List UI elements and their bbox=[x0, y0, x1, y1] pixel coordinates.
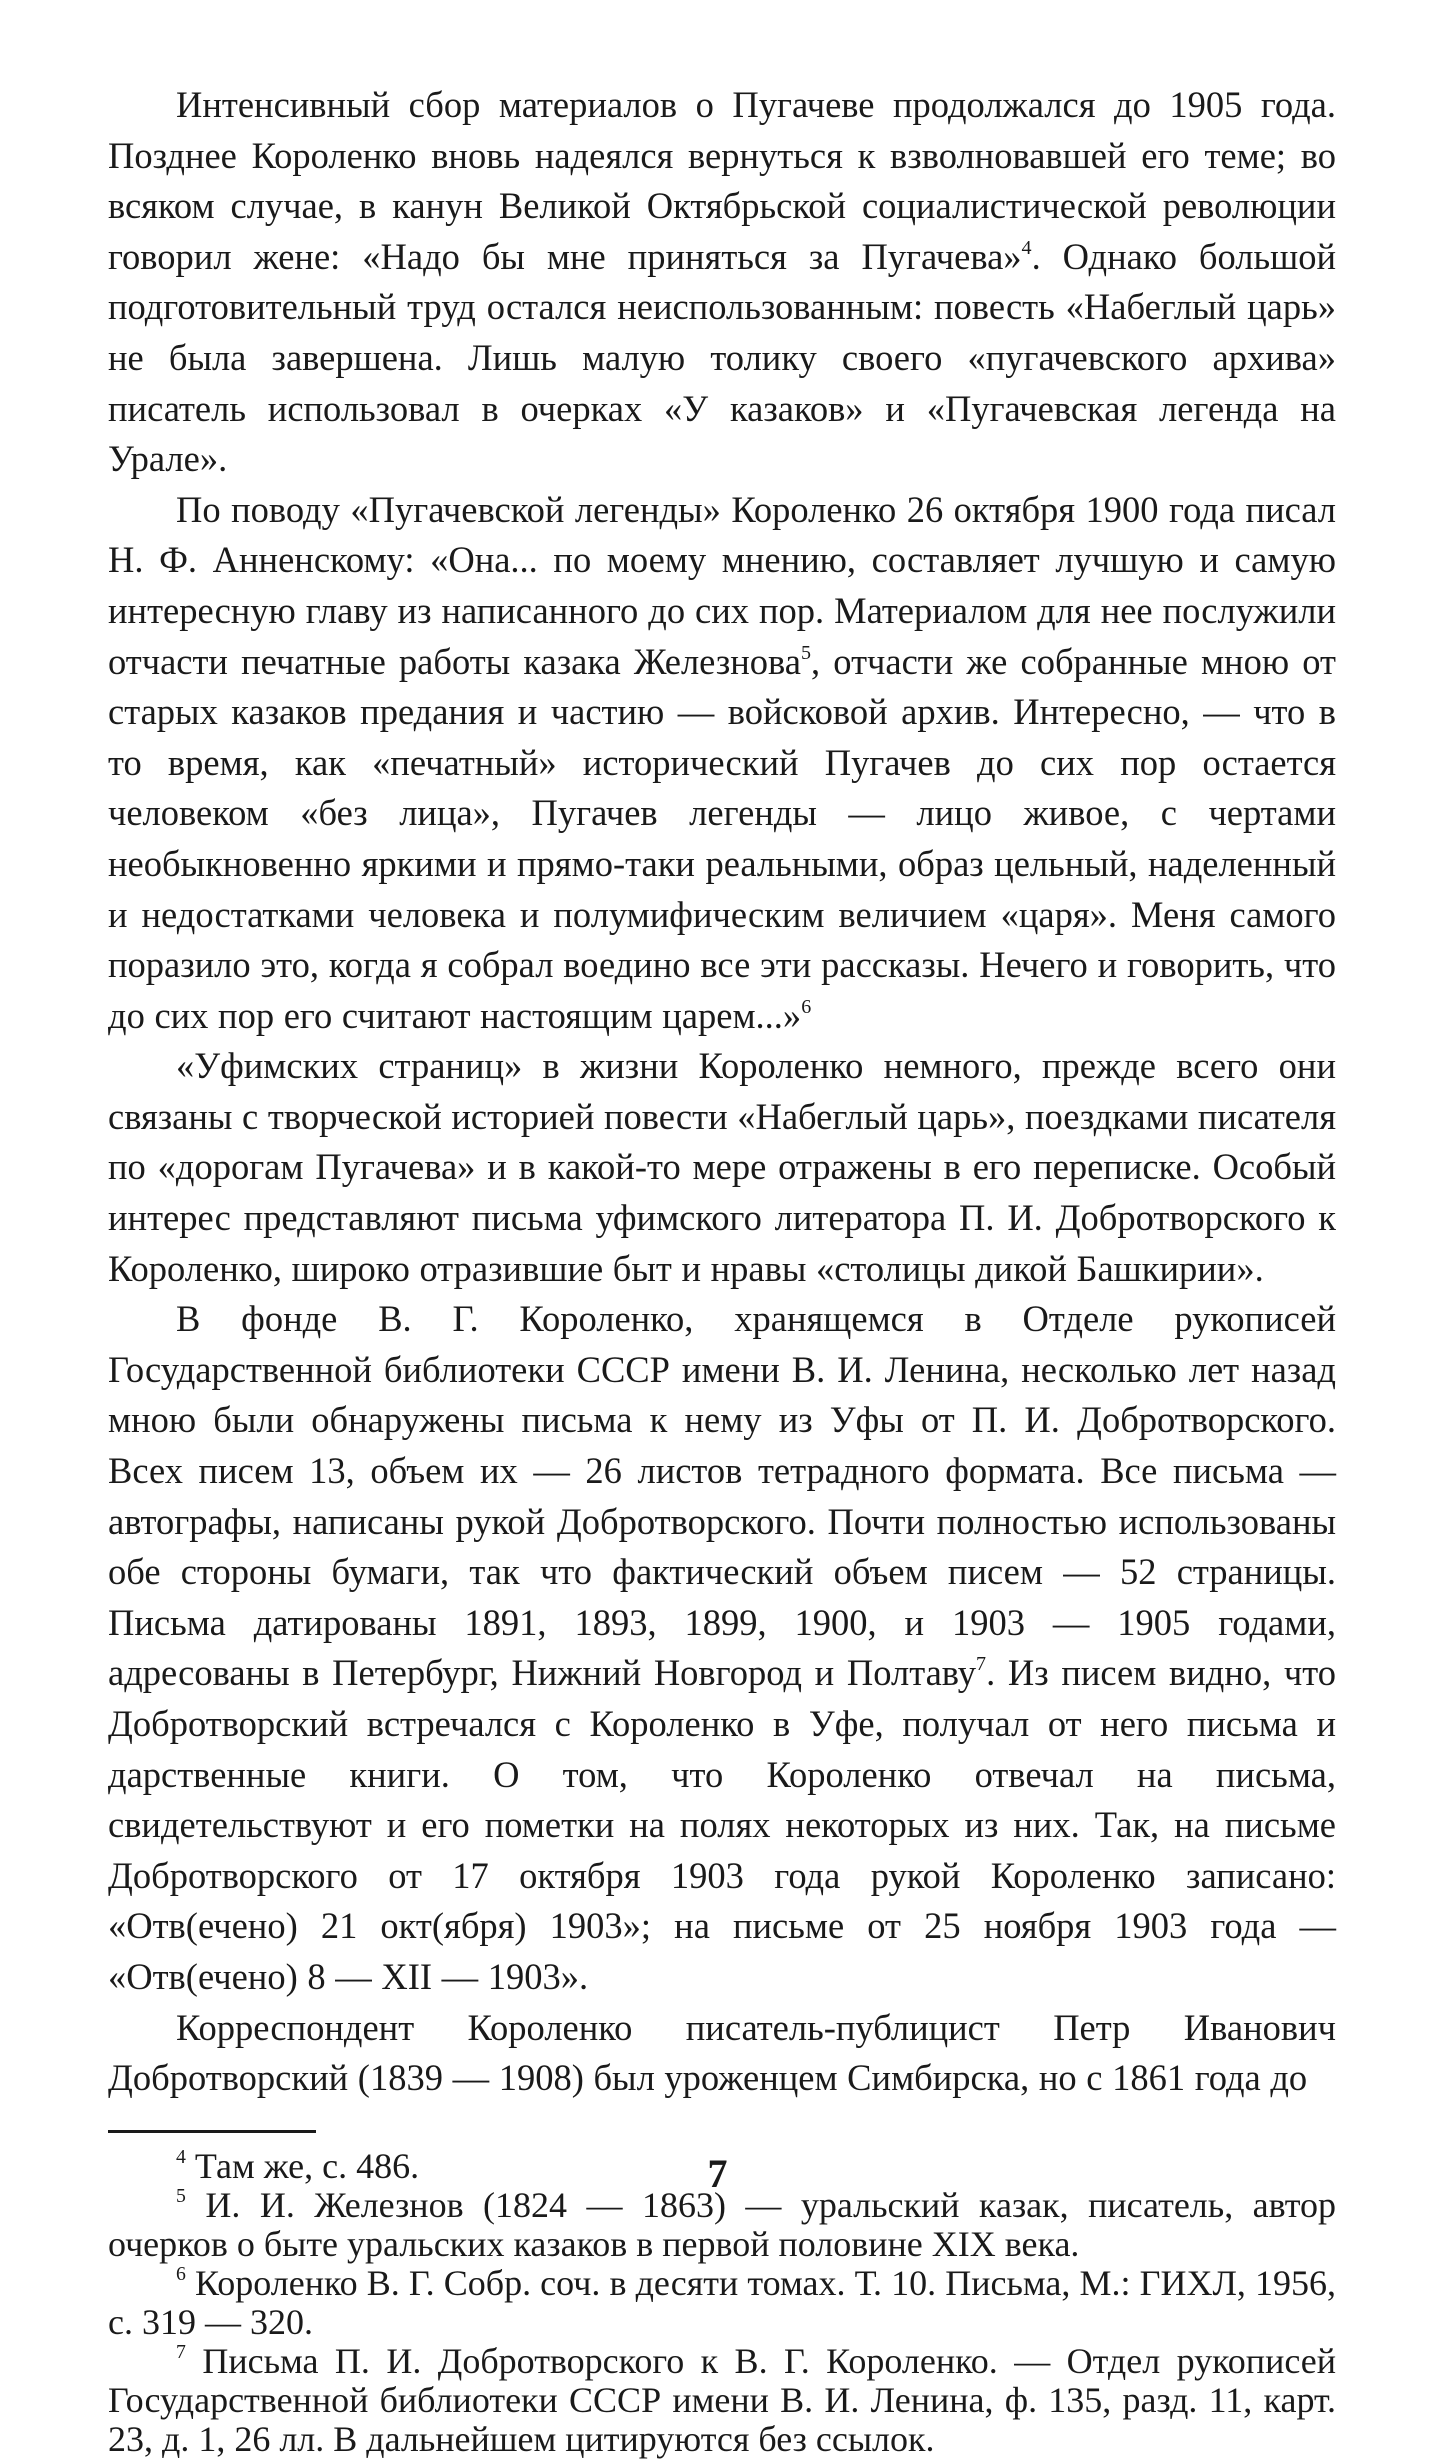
footnote bbox=[108, 2186, 1336, 2264]
footnote-text: И. И. Железнов (1824 — 1863) — уральский казак, писатель, автор очерков о быте уральских казаков в первой половине XIX века. bbox=[108, 2184, 1336, 2264]
page-number: 7 bbox=[707, 2151, 728, 2196]
paragraph-text: , отчасти же собранные мною от старых казаков предания и частию — войсковой архив. Интересно, — что в то время, как «печатный» исторический Пугачев до сих пор остается человеком «без лица», Пугачев легенды — лицо живое, с чертами необыкновенно яркими и прямо-таки реальными, образ цельный, наделенный и недостатками человека и полумифическим величием «царя». Меня самого поразило это, когда я собрал воедино все эти рассказы. Нечего и говорить, что до сих пор его считают настоящим царем...» bbox=[108, 640, 1336, 1036]
paragraph bbox=[108, 2003, 1336, 2104]
paragraph bbox=[108, 1041, 1336, 1294]
paragraph-text: По поводу «Пугачевской легенды» Короленко 26 октября 1900 года писал Н. Ф. Анненскому: «Она... по моему мнению, составляет лучшую и самую интересную главу из написанного до сих пор. Материалом для нее послужили отчасти печатные работы казака Железнова bbox=[108, 488, 1336, 682]
footnote-number: 5 bbox=[176, 2184, 186, 2207]
paragraph-text: . Из писем видно, что Добротворский встречался с Короленко в Уфе, получал от него письма и дарственные книги. О том, что Короленко отвечал на письма, свидетельствуют и его пометки на полях некоторых из них. Так, на письме Добротворского от 17 октября 1903 года рукой Короленко записано: «Отв(ечено) 21 окт(ября) 1903»; на письме от 25 ноября 1903 года — «Отв(ечено) 8 — XII — 1903». bbox=[108, 1652, 1336, 1997]
footnote-text: Там же, с. 486. bbox=[185, 2145, 420, 2186]
paragraph-text: Интенсивный сбор материалов о Пугачеве продолжался до 1905 года. Позднее Короленко вновь надеялся вернуться к взволновавшей его теме; во всяком случае, в канун Великой Октябрьской социалистической революции говорил жене: «Надо бы мне приняться за Пугачева» bbox=[108, 84, 1336, 277]
paragraph-text: В фонде В. Г. Короленко, хранящемся в Отделе рукописей Государственной библиотеки СССР имени В. И. Ленина, несколько лет назад мною были обнаружены письма к нему из Уфы от П. И. Добротворского. Всех писем 13, объем их — 26 листов тетрадного формата. Все письма — автографы, написаны рукой Добротворского. Почти полностью использованы обе стороны бумаги, так что фактический объем писем — 52 страницы. Письма датированы 1891, 1893, 1899, 1900, и 1903 — 1905 годами, адресованы в Петербург, Нижний Новгород и Полтаву bbox=[108, 1298, 1336, 1694]
paragraph bbox=[108, 80, 1336, 485]
footnote bbox=[108, 2342, 1336, 2459]
paragraph bbox=[108, 485, 1336, 1042]
paragraph bbox=[108, 1294, 1336, 2002]
footnote-divider bbox=[108, 2130, 316, 2133]
footnote-ref: 6 bbox=[801, 995, 812, 1018]
body-text bbox=[108, 80, 1336, 2104]
footnote-number: 4 bbox=[176, 2145, 186, 2168]
paragraph-text: «Уфимских страниц» в жизни Короленко немного, прежде всего они связаны с творческой историей повести «Набеглый царь», поездками писателя по «дорогам Пугачева» и в какой-то мере отражены в его переписке. Особый интерес представляют письма уфимского литератора П. И. Добротворского к Короленко, широко отразившие быт и нравы «столицы дикой Башкирии». bbox=[108, 1045, 1336, 1289]
footnote-ref: 5 bbox=[800, 641, 812, 664]
footnote bbox=[108, 2264, 1336, 2342]
page bbox=[108, 80, 1336, 2459]
footnote-text: Письма П. И. Добротворского к В. Г. Короленко. — Отдел рукописей Государственной библиотеки СССР имени В. И. Ленина, ф. 135, разд. 11, карт. 23, д. 1, 26 лл. В дальнейшем цитируются без ссылок. bbox=[108, 2340, 1336, 2459]
footnote-ref: 4 bbox=[1021, 236, 1032, 259]
footnote-number: 7 bbox=[176, 2340, 186, 2363]
footnote-text: Короленко В. Г. Собр. соч. в десяти томах. Т. 10. Письма, М.: ГИХЛ, 1956, с. 319 — 320. bbox=[108, 2262, 1336, 2342]
paragraph-text: Корреспондент Короленко писатель-публицист Петр Иванович Добротворский (1839 — 1908) был уроженцем Симбирска, но с 1861 года до bbox=[108, 2006, 1336, 2099]
footnote-number: 6 bbox=[176, 2262, 186, 2285]
footnote-ref: 7 bbox=[976, 1653, 987, 1676]
paragraph-text: . Однако большой подготовительный труд остался неиспользованным: повесть «Набеглый царь» не была завершена. Лишь малую толику своего «пугачевского архива» писатель использовал в очерках «У казаков» и «Пугачевская легенда на Урале». bbox=[108, 235, 1336, 480]
